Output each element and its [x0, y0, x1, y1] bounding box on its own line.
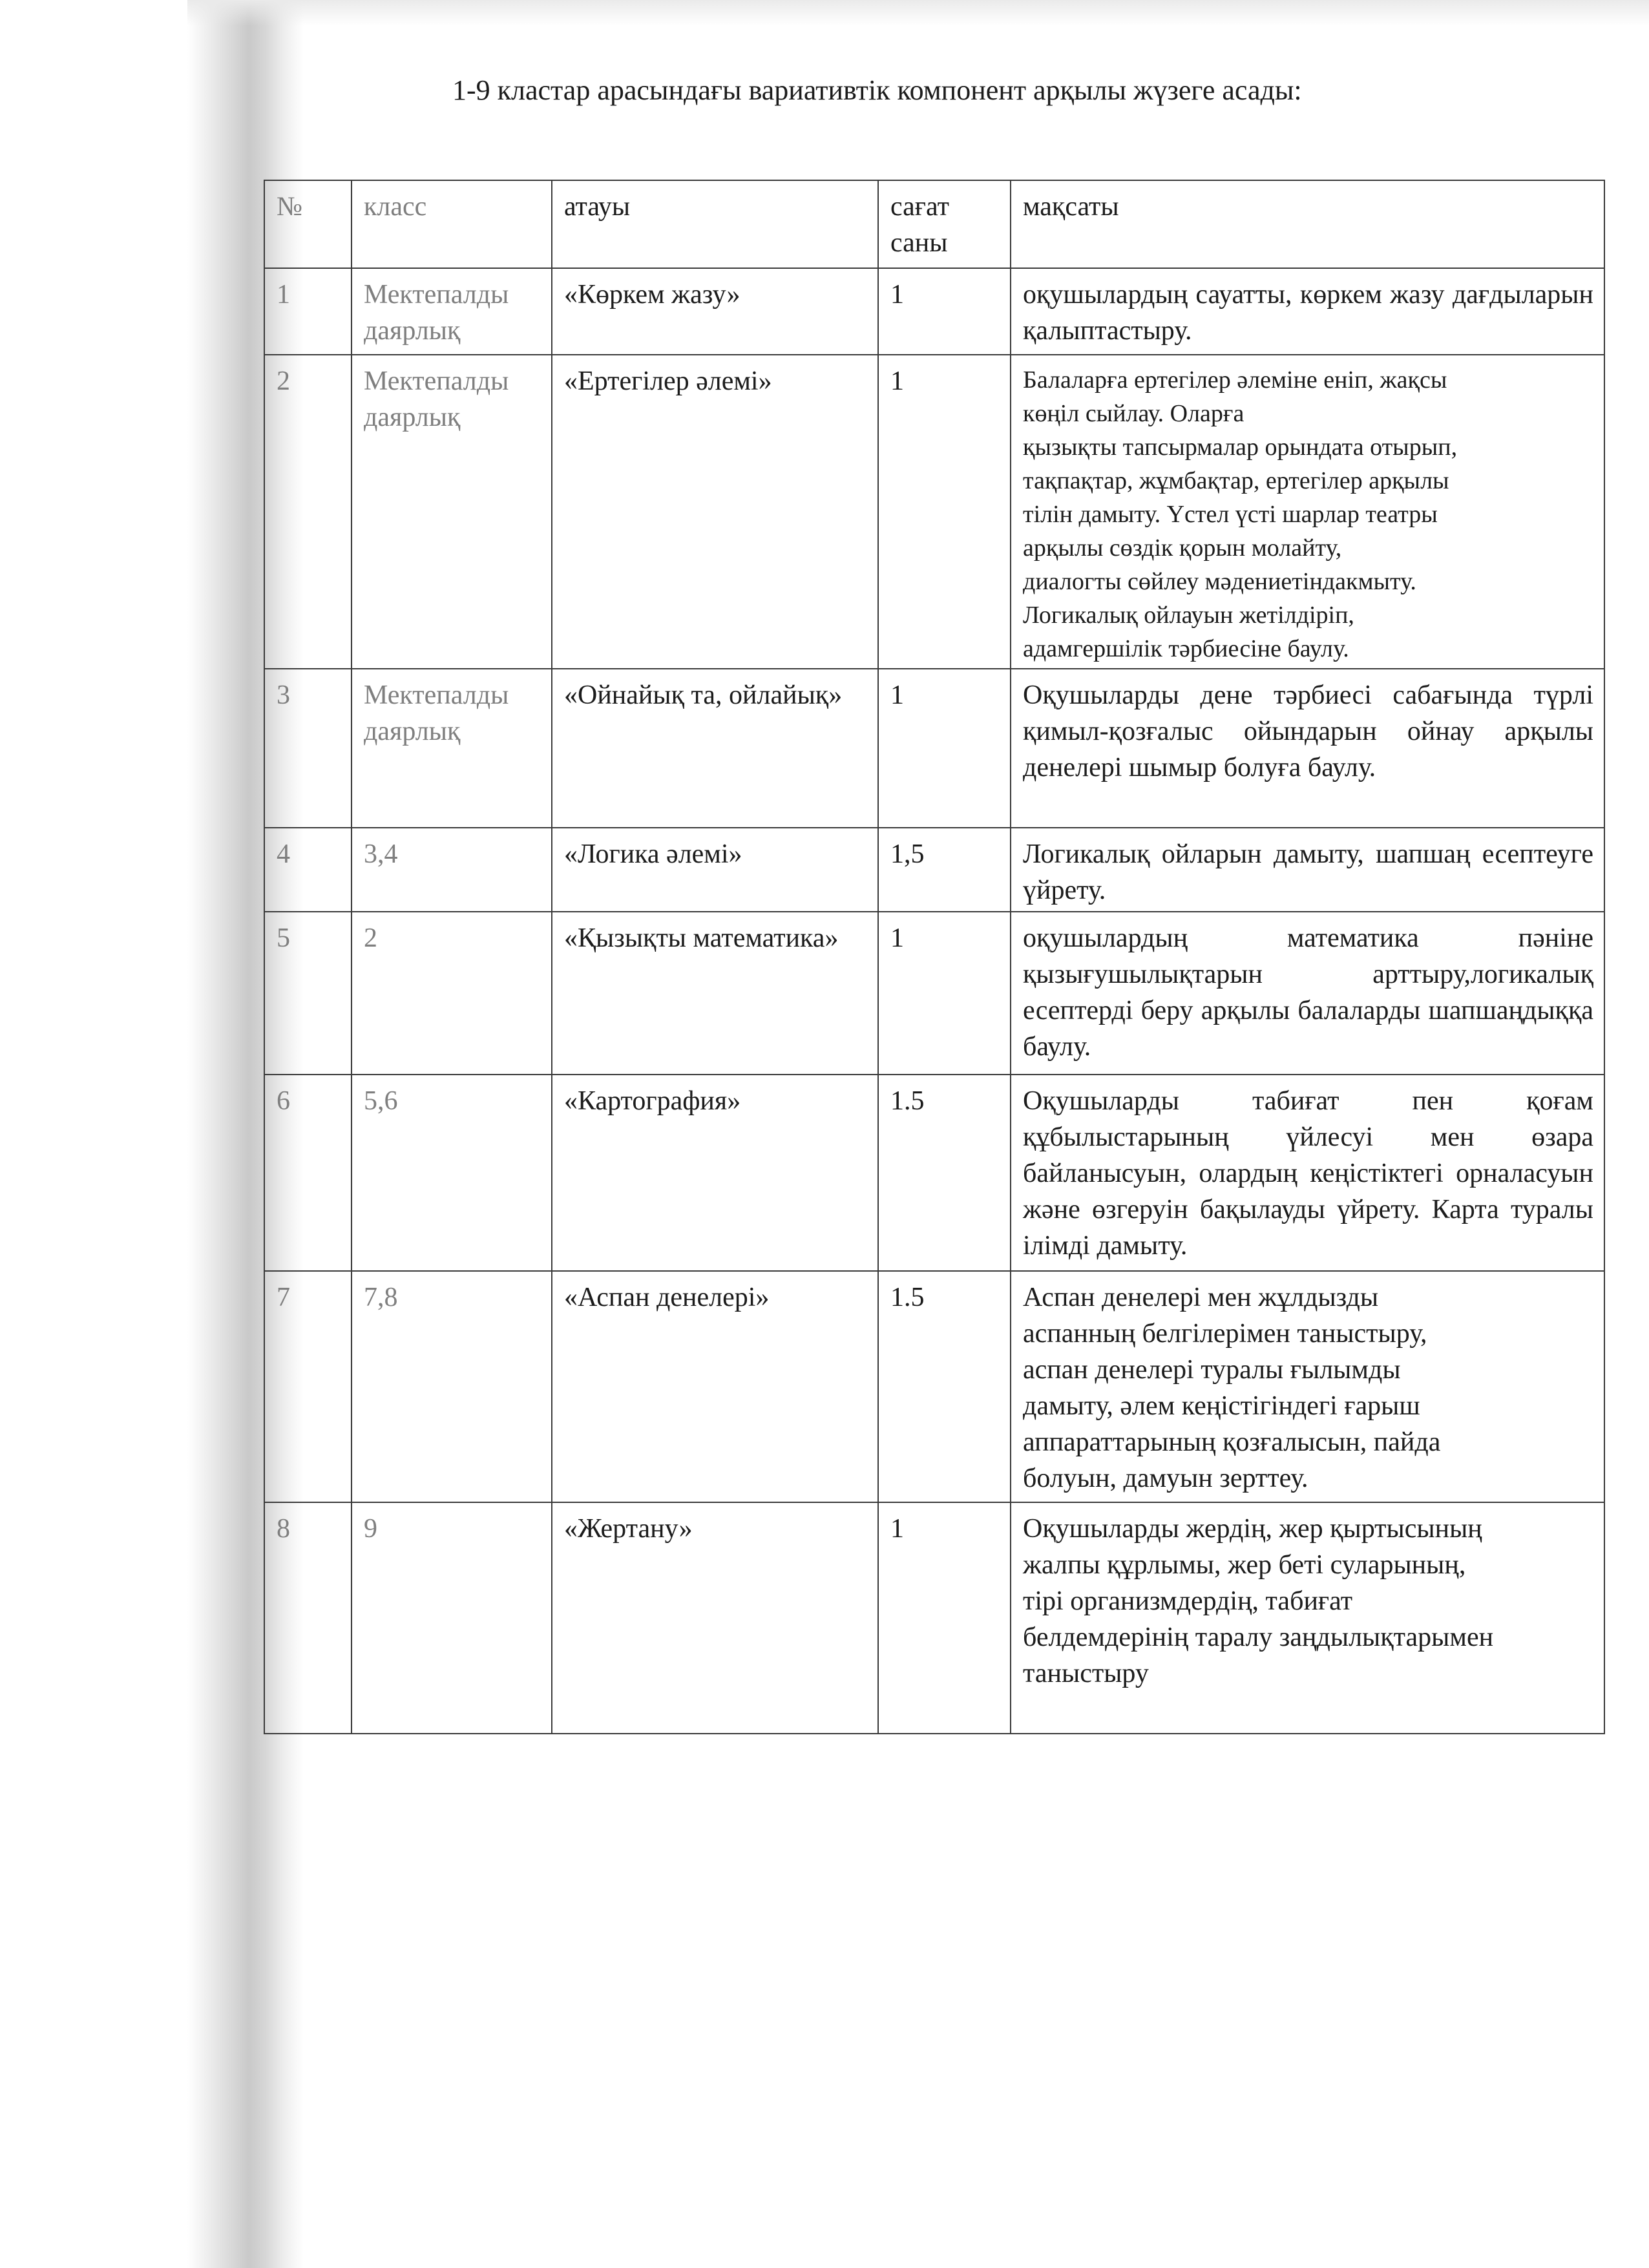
- row-hours: 1: [878, 912, 1011, 1075]
- row-goal: [1011, 355, 1604, 669]
- goal-line: арқылы сөздік қорын молайту,: [1023, 534, 1342, 562]
- goal-line: Оқушыларды жердің, жер қыртысының: [1023, 1514, 1482, 1544]
- row-class: Мектепалды даярлық: [352, 268, 552, 355]
- row-class: 3,4: [352, 828, 552, 912]
- row-goal: Логикалық ойларын дамыту, шапшаң есептеуге үйрету.: [1011, 828, 1604, 912]
- table-row: [264, 828, 1604, 912]
- table-row: [264, 1271, 1604, 1502]
- table-row: [264, 355, 1604, 669]
- goal-line: Аспан денелері мен жұлдызды: [1023, 1283, 1379, 1312]
- binding-shadow: [0, 0, 304, 2268]
- table-row: [264, 268, 1604, 355]
- row-name: «Жертану»: [552, 1502, 878, 1734]
- row-hours: 1: [878, 1502, 1011, 1734]
- row-hours: 1: [878, 355, 1011, 669]
- row-number: 4: [264, 828, 352, 912]
- goal-line: аспан денелері туралы ғылымды: [1023, 1355, 1401, 1385]
- row-goal: оқушылардың сауатты, көркем жазу дағдыларын қалыптастыру.: [1011, 268, 1604, 355]
- goal-line: тақпақтар, жұмбақтар, ертегілер арқылы: [1023, 467, 1449, 494]
- row-name: «Қызықты математика»: [552, 912, 878, 1075]
- row-hours: 1.5: [878, 1075, 1011, 1271]
- goal-line: адамгершілік тәрбиесіне баулу.: [1023, 635, 1349, 662]
- goal-line: болуын, дамуын зерттеу.: [1023, 1464, 1308, 1493]
- row-goal: Оқушыларды табиғат пен қоғам құбылыстарының үйлесуі мен өзара байланысуын, олардың кеңістіктегі орналасуын және өзгеруін бақылауды үйрету. Карта туралы ілімді дамыту.: [1011, 1075, 1604, 1271]
- row-class: 2: [352, 912, 552, 1075]
- row-goal: Оқушыларды дене тәрбиесі сабағында түрлі қимыл-қозғалыс ойындарын ойнау арқылы денелері шымыр болуға баулу.: [1011, 669, 1604, 828]
- page-title: 1-9 кластар арасындағы вариативтік компонент арқылы жүзеге асады:: [452, 74, 1302, 106]
- header-number: №: [264, 180, 352, 268]
- row-hours: 1.5: [878, 1271, 1011, 1502]
- scan-edge-shadow: [187, 0, 1649, 26]
- row-number: 8: [264, 1502, 352, 1734]
- goal-line: дамыту, әлем кеңістігіндегі ғарыш: [1023, 1391, 1420, 1421]
- header-goal: мақсаты: [1011, 180, 1604, 268]
- row-name: «Логика әлемі»: [552, 828, 878, 912]
- row-goal: [1011, 1271, 1604, 1502]
- goal-line: таныстыру: [1023, 1659, 1149, 1688]
- row-number: 2: [264, 355, 352, 669]
- row-number: 6: [264, 1075, 352, 1271]
- row-class: Мектепалды даярлық: [352, 669, 552, 828]
- row-number: 5: [264, 912, 352, 1075]
- table-header-row: [264, 180, 1604, 268]
- goal-line: аспанның белгілерімен таныстыру,: [1023, 1319, 1427, 1349]
- goal-line: Логикалық ойлауын жетілдіріп,: [1023, 602, 1354, 629]
- goal-line: диалогты сөйлеу мәдениетіндакмыту.: [1023, 568, 1416, 595]
- table-row: [264, 1075, 1604, 1271]
- row-name: «Ертегілер әлемі»: [552, 355, 878, 669]
- table-row: [264, 912, 1604, 1075]
- row-hours: 1: [878, 268, 1011, 355]
- row-class: 7,8: [352, 1271, 552, 1502]
- row-goal: оқушылардың математика пәніне қызығушылықтарын арттыру,логикалық есептерді беру арқылы балаларды шапшаңдыққа баулу.: [1011, 912, 1604, 1075]
- goal-line: белдемдерінің таралу заңдылықтарымен: [1023, 1622, 1494, 1652]
- header-hours: сағат саны: [878, 180, 1011, 268]
- table-row: [264, 669, 1604, 828]
- row-name: «Картография»: [552, 1075, 878, 1271]
- variative-component-table: [264, 180, 1605, 1734]
- table-row: [264, 1502, 1604, 1734]
- row-class: 9: [352, 1502, 552, 1734]
- row-number: 1: [264, 268, 352, 355]
- row-class: Мектепалды даярлық: [352, 355, 552, 669]
- row-number: 7: [264, 1271, 352, 1502]
- row-class: 5,6: [352, 1075, 552, 1271]
- goal-line: қызықты тапсырмалар орындата отырып,: [1023, 434, 1458, 461]
- row-goal: [1011, 1502, 1604, 1734]
- goal-line: тірі организмдердің, табиғат: [1023, 1586, 1353, 1616]
- row-name: «Көркем жазу»: [552, 268, 878, 355]
- row-number: 3: [264, 669, 352, 828]
- header-class: класс: [352, 180, 552, 268]
- goal-line: аппараттарының қозғалысын, пайда: [1023, 1427, 1441, 1457]
- goal-line: Балаларға ертегілер әлеміне еніп, жақсы: [1023, 366, 1447, 394]
- goal-line: жалпы құрлымы, жер беті суларының,: [1023, 1550, 1466, 1580]
- row-hours: 1,5: [878, 828, 1011, 912]
- row-name: «Аспан денелері»: [552, 1271, 878, 1502]
- row-hours: 1: [878, 669, 1011, 828]
- goal-line: көңіл сыйлау. Оларға: [1023, 400, 1245, 427]
- header-name: атауы: [552, 180, 878, 268]
- row-name: «Ойнайық та, ойлайық»: [552, 669, 878, 828]
- goal-line: тілін дамыту. Үстел үсті шарлар театры: [1023, 501, 1438, 528]
